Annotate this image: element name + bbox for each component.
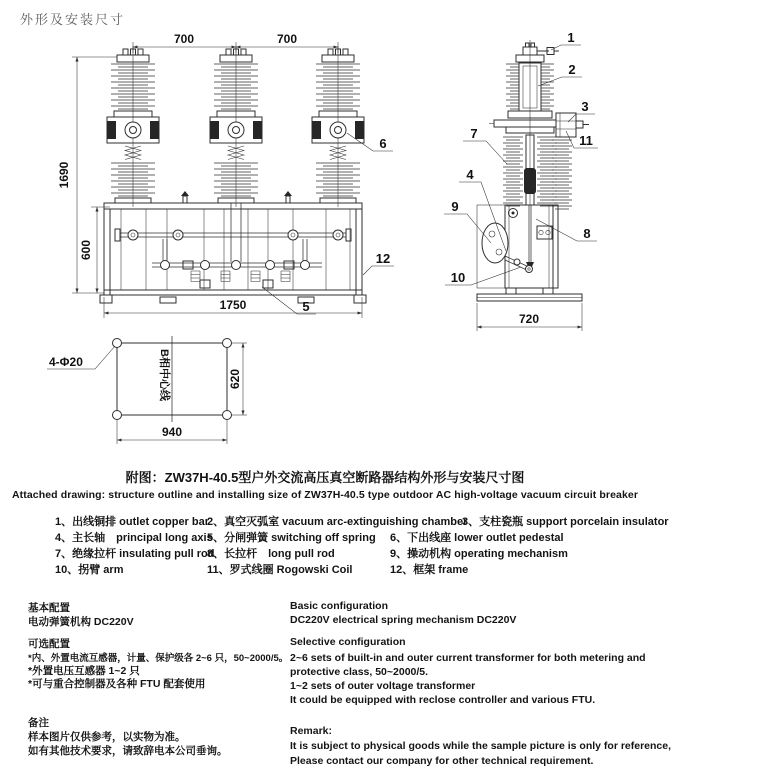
callout-10: 10 [450, 270, 466, 285]
basic-config-en-title: Basic configuration [290, 600, 389, 612]
front-view [57, 32, 394, 318]
optional-config-en-line-2: protective class, 50~2000/5. [290, 666, 429, 678]
pole-b [210, 46, 262, 207]
dim-940: 940 [161, 425, 183, 439]
callout-3: 3 [581, 99, 589, 114]
part-5: 5、分闸弹簧 switching off spring [207, 532, 376, 544]
optional-config-zh-item-3: *可与重合控制器及各种 FTU 配套使用 [28, 678, 206, 690]
parts-row-3 [55, 545, 655, 559]
part-2: 2、真空灭弧室 vacuum arc-extinguishing chamber [207, 516, 468, 528]
callout-4: 4 [466, 167, 474, 182]
pole-a [107, 46, 159, 207]
remark-en-title: Remark: [290, 725, 333, 737]
part-10: 10、拐臂 arm [55, 564, 124, 576]
part-7: 7、绝缘拉杆 insulating pull rod [55, 548, 215, 560]
optional-config-en-title: Selective configuration [290, 636, 406, 648]
dim-1750: 1750 [219, 298, 247, 312]
callout-7: 7 [470, 126, 478, 141]
note-zh-title: 备注 [28, 717, 49, 729]
part-11: 11、罗式线圈 Rogowski Coil [207, 564, 353, 576]
side-view-dimensions [477, 303, 582, 331]
caption-en: Attached drawing: structure outline and installing size of ZW37H-40.5 type outdoor AC high-voltage vacuum circuit breaker [11, 489, 639, 501]
optional-config-en-line-1: 2~6 sets of built-in and outer current transformer for both metering and [290, 652, 646, 664]
optional-config-zh-title: 可选配置 [28, 638, 70, 650]
note-zh-line-2: 如有其他技术要求，请致辞电本公司垂询。 [28, 745, 228, 757]
optional-config-en-line-3: 1~2 sets of outer voltage transformer [290, 680, 476, 692]
mechanism-box [477, 205, 558, 294]
callout-5: 5 [302, 299, 310, 314]
part-4: 4、主长轴 principal long axis [55, 532, 213, 544]
basic-config-zh-line: 电动弹簧机构 DC220V [28, 616, 134, 628]
dim-700-right: 700 [276, 32, 298, 46]
caption [0, 467, 650, 501]
frame [100, 191, 366, 303]
dim-600: 600 [79, 239, 93, 261]
optional-config-zh-item-1: *内、外置电流互感器，计量、保护级各 2~6 只，50~2000/5。 [28, 653, 289, 664]
callout-9: 9 [451, 199, 459, 214]
callout-8: 8 [583, 226, 591, 241]
basic-config-zh-title: 基本配置 [28, 602, 70, 614]
phase-b-centerline-label: B相中心线 [158, 349, 170, 401]
caption-zh: 附图：ZW37H-40.5型户外交流高压真空断路器结构外形与安装尺寸图 [125, 470, 525, 485]
part-3: 3、支柱瓷瓶 support porcelain insulator [462, 516, 669, 528]
pole-c [312, 46, 364, 207]
optional-config-en-line-4: It could be equipped with reclose controller and various FTU. [290, 694, 596, 706]
callout-1: 1 [567, 30, 575, 45]
callout-6: 6 [379, 136, 387, 151]
part-9: 9、操动机构 operating mechanism [390, 548, 568, 560]
dim-700-left: 700 [173, 32, 195, 46]
parts-row-2 [55, 529, 655, 543]
callout-2: 2 [568, 62, 576, 77]
parts-row-4 [55, 561, 655, 575]
part-6: 6、下出线座 lower outlet pedestal [390, 532, 564, 544]
front-view-callouts [262, 133, 394, 314]
side-view [444, 30, 598, 331]
optional-config-zh-item-2: *外置电压互感器 1~2 只 [28, 665, 140, 677]
page-title: 外形及安装尺寸 [20, 12, 126, 27]
dim-620: 620 [228, 368, 242, 390]
callout-11: 11 [579, 133, 593, 148]
part-8: 8、长拉杆 long pull rod [207, 548, 335, 560]
dim-1690: 1690 [57, 161, 71, 189]
note-zh-line-1: 样本图片仅供参考，以实物为准。 [28, 731, 186, 743]
foundation-plan [47, 336, 247, 444]
basic-config-en-line: DC220V electrical spring mechanism DC220V [290, 614, 517, 626]
callout-12: 12 [375, 251, 391, 266]
remark-en-line-2: Please contact our company for other technical requirement. [290, 755, 594, 767]
remark-en-line-1: It is subject to physical goods while the sample picture is only for reference, [290, 740, 672, 752]
parts-row-1 [55, 513, 669, 528]
dim-720: 720 [518, 312, 540, 326]
part-1: 1、出线铜排 outlet copper bar [55, 516, 210, 528]
part-12: 12、框架 frame [390, 564, 469, 576]
holes-label: 4-Φ20 [49, 355, 83, 369]
